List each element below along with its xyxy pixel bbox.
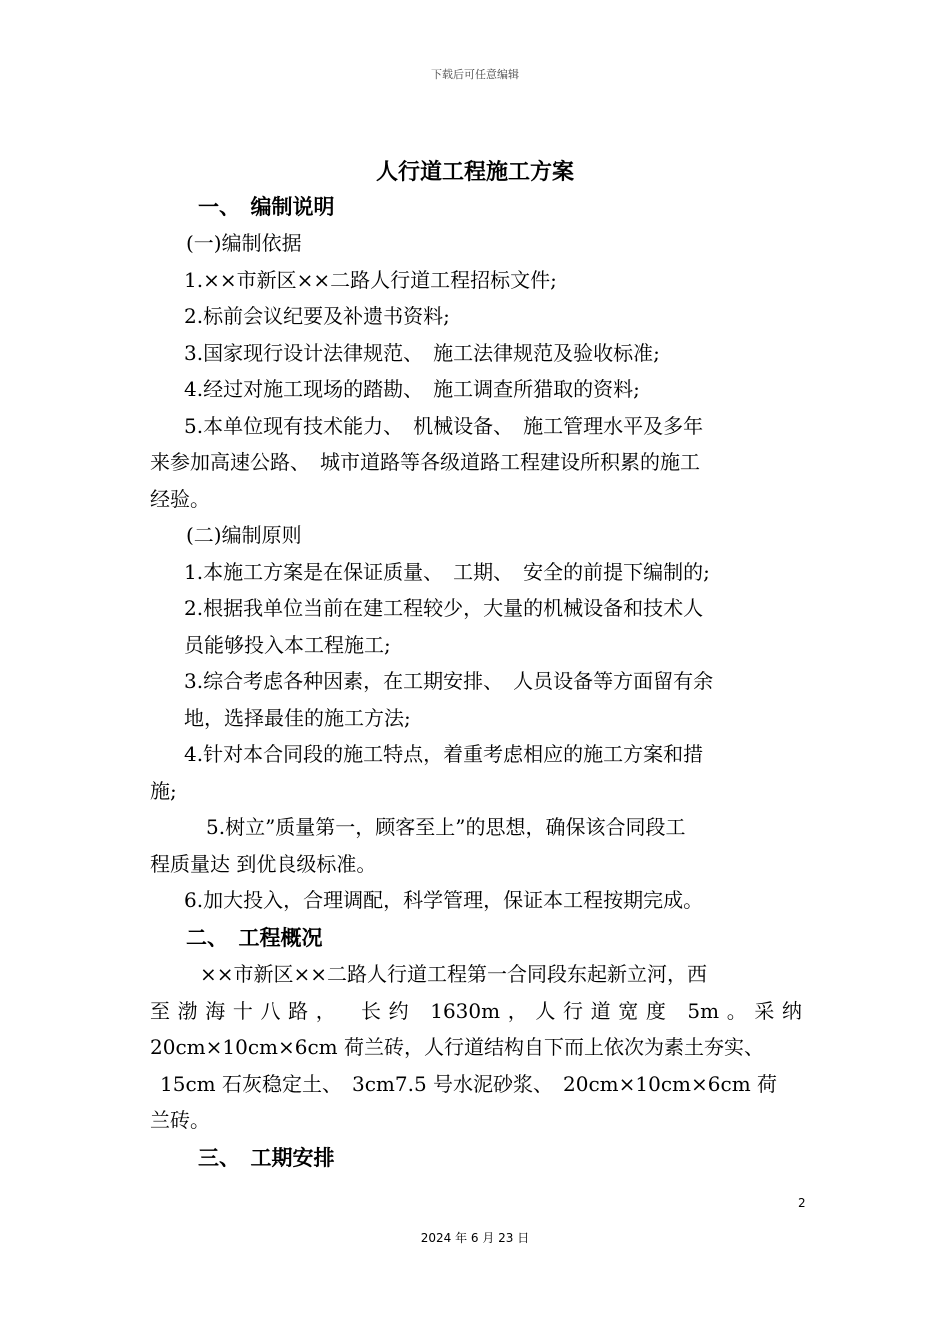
- paragraph-line: 经验。: [150, 487, 210, 511]
- paragraph-line: 1.××市新区××二路人行道工程招标文件;: [184, 268, 557, 292]
- paragraph-line: 地，选择最佳的施工方法;: [184, 706, 411, 730]
- page-number: 2: [798, 1196, 806, 1210]
- paragraph-line: 4.经过对施工现场的踏勘、 施工调查所猎取的资料;: [184, 377, 640, 401]
- paragraph-line: 1.本施工方案是在保证质量、 工期、 安全的前提下编制的;: [184, 560, 710, 584]
- paragraph-line: 程质量达 到优良级标准。: [150, 852, 377, 876]
- paragraph-line: 来参加高速公路、 城市道路等各级道路工程建设所积累的施工: [150, 450, 700, 474]
- paragraph-line: 2.标前会议纪要及补遗书资料;: [184, 304, 450, 328]
- paragraph-line: 3.国家现行设计法律规范、 施工法律规范及验收标准;: [184, 341, 660, 365]
- section-heading-3: 三、 工期安排: [198, 1146, 335, 1170]
- paragraph-line: 4.针对本合同段的施工特点，着重考虑相应的施工方案和措: [184, 742, 704, 766]
- document-title: 人行道工程施工方案: [375, 160, 574, 185]
- section-heading-2: 二、 工程概况: [186, 926, 323, 950]
- section-heading-1: 一、 编制说明: [198, 195, 335, 219]
- paragraph-line: 至渤海十八路， 长约 1630m，人行道宽度 5m。采纳: [150, 999, 802, 1023]
- paragraph-line: 2.根据我单位当前在建工程较少，大量的机械设备和技术人: [184, 596, 704, 620]
- paragraph-line: 15cm 石灰稳定土、 3cm7.5 号水泥砂浆、 20cm×10cm×6cm 荷: [160, 1072, 778, 1096]
- page-footer-date: 2024 年 6 月 23 日: [420, 1231, 530, 1245]
- subheading-basis: (一)编制依据: [186, 231, 302, 255]
- paragraph-line: 20cm×10cm×6cm 荷兰砖，人行道结构自下而上依次为素土夯实、: [150, 1035, 764, 1059]
- paragraph-line: 员能够投入本工程施工;: [184, 633, 391, 657]
- subheading-principles: (二)编制原则: [186, 523, 302, 547]
- paragraph-line: 施;: [150, 779, 177, 803]
- paragraph-line: 5.本单位现有技术能力、 机械设备、 施工管理水平及多年: [184, 414, 704, 438]
- page-header: 下载后可任意编辑: [431, 68, 519, 81]
- paragraph-line: ××市新区××二路人行道工程第一合同段东起新立河，西: [200, 962, 708, 986]
- paragraph-line: 兰砖。: [150, 1108, 210, 1132]
- paragraph-line: 5.树立”质量第一，顾客至上”的思想，确保该合同段工: [206, 815, 686, 839]
- paragraph-line: 6.加大投入，合理调配，科学管理，保证本工程按期完成。: [184, 888, 704, 912]
- paragraph-line: 3.综合考虑各种因素，在工期安排、 人员设备等方面留有余: [184, 669, 714, 693]
